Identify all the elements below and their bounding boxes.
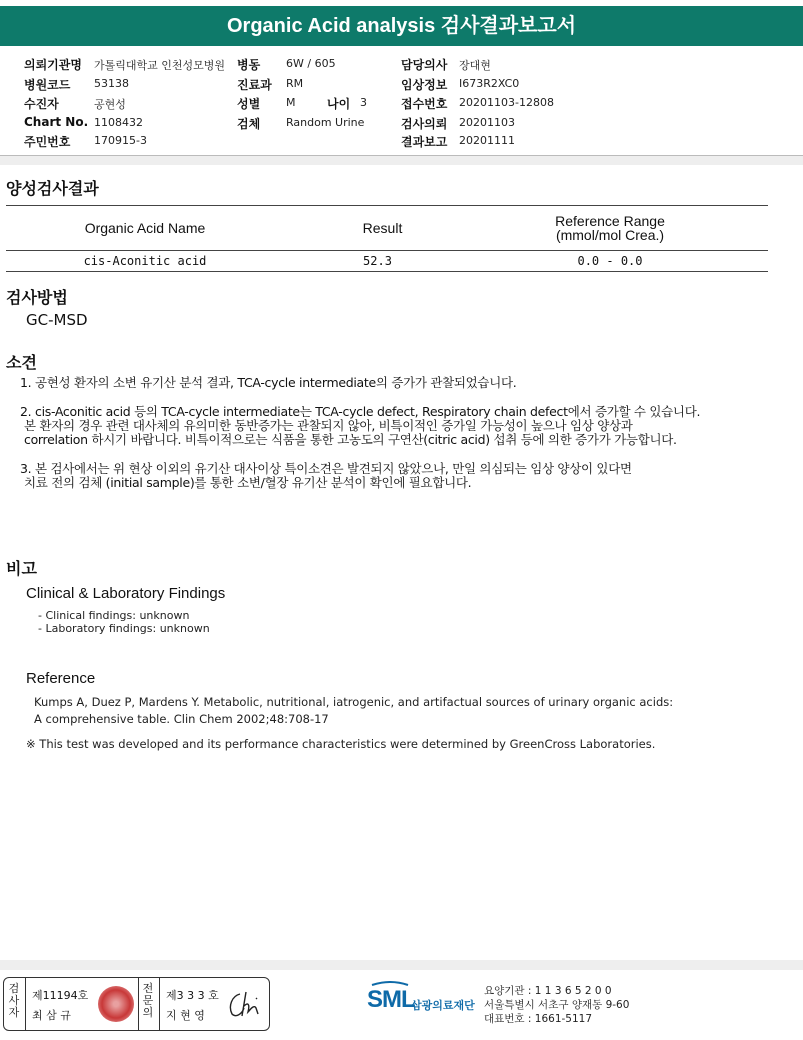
examiner-label [8,983,22,1019]
handwritten-signature-icon [226,988,264,1020]
org-address: 서울특별시 서초구 양재동 9-60 [484,999,630,1011]
resident-no-value: 170915-3 [94,134,147,147]
org-name: 삼광의료재단 [411,999,475,1012]
result-report-value: 20201111 [459,134,515,147]
disclaimer-text: ※ This test was developed and its performance characteristics were determined by GreenCross Laboratories. [26,737,656,751]
test-request-label: 검사의뢰 [401,117,448,131]
org-code: 요양기관 : 1 1 3 6 5 2 0 0 [484,985,612,997]
sml-logo: SML [367,986,415,1013]
reference-text [34,694,794,728]
cell-result: 52.3 [363,254,392,268]
org-phone: 대표번호 : 1661-5117 [484,1013,593,1025]
sex-label: 성별 [237,97,261,111]
examiner-license: 제11194호 [32,989,89,1002]
finding-item-2 [20,405,802,447]
patient-value: 공현성 [94,98,126,111]
org-info [484,984,629,1026]
finding-item-3 [20,462,800,490]
signature-divider-1 [25,978,26,1030]
signature-box [3,977,270,1031]
department-value: RM [286,77,304,90]
finding-3-line-2: 치료 전의 검체 (initial sample)를 통한 소변/혈장 유기산 분석이 확인에 필요합니다. [24,475,472,490]
specimen-label: 검체 [237,117,261,131]
specialist-name: 지 현 영 [166,1009,205,1022]
specimen-value: Random Urine [286,116,365,129]
test-request-value: 20201103 [459,116,515,129]
report-title: Organic Acid analysis 검사결과보고서 [0,6,803,46]
department-label: 진료과 [237,78,272,92]
age-label: 나이 [327,97,351,111]
sml-logo-arc-icon [366,981,414,1017]
receipt-no-label: 접수번호 [401,97,448,111]
finding-2-line-1: 2. cis-Aconitic acid 등의 TCA-cycle intermediate는 TCA-cycle defect, Respiratory chain defect에서 증가할 수 있습니다. [20,404,701,419]
col-header-result: Result [362,220,403,236]
seal-stamp [98,986,134,1022]
positive-results-heading: 양성검사결과 [6,179,99,198]
doctor-value: 장대현 [459,59,491,72]
age-value: 3 [360,96,367,109]
remarks-heading: 비고 [6,559,37,578]
finding-2-line-3: correlation 하시기 바랍니다. 비특이적으로는 식품을 통한 고농도의 구연산(citric acid) 섭취 등에 의한 증가가 가능합니다. [24,432,677,447]
col-header-name: Organic Acid Name [84,220,206,236]
resident-no-label: 주민번호 [24,135,71,149]
reference-line-2: A comprehensive table. Clin Chem 2002;48:708-17 [34,712,329,726]
cell-acid-name: cis-Aconitic acid [83,254,207,268]
footer-separator [0,960,803,970]
clinical-findings-list [38,609,210,635]
table-top-rule [6,205,768,206]
ward-value: 6W / 605 [286,57,336,70]
clinical-info-value: I673R2XC0 [459,77,520,90]
laboratory-findings-line: - Laboratory findings: unknown [38,622,210,635]
finding-1-line-1: 1. 공현성 환자의 소변 유기산 분석 결과, TCA-cycle intermediate의 증가가 관찰되었습니다. [20,375,517,390]
specialist-license: 제3 3 3 호 [166,989,219,1002]
result-report-label: 결과보고 [401,135,448,149]
receipt-no-value: 20201103-12808 [459,96,554,109]
hospital-code-value: 53138 [94,77,129,90]
hospital-code-label: 병원코드 [24,78,71,92]
chart-no-label: Chart No. [24,115,89,129]
method-heading: 검사방법 [6,288,68,307]
header-separator-line [0,155,803,156]
col-header-reference-line1: Reference Range [555,213,665,229]
col-header-reference-line2: (mmol/mol Crea.) [555,227,665,243]
findings-heading: 소견 [6,353,37,372]
specialist-label [142,983,156,1019]
examiner-label-text: 검사자 [8,982,20,1019]
chart-no-value: 1108432 [94,116,143,129]
reference-title: Reference [26,670,96,687]
clinical-info-label: 임상정보 [401,78,448,92]
finding-3-line-1: 3. 본 검사에서는 위 현상 이외의 유기산 대사이상 특이소견은 발견되지 않았으나, 만일 의심되는 임상 양상이 있다면 [20,461,632,476]
clinical-findings-title: Clinical & Laboratory Findings [26,585,226,602]
ward-label: 병동 [237,58,261,72]
signature-divider-2 [138,978,139,1030]
finding-2-line-2: 본 환자의 경우 관련 대사체의 유의미한 동반증가는 관찰되지 않아, 비특이적인 증가일 가능성이 높으나 임상 양상과 [24,418,633,433]
specialist-label-text: 전문의 [142,982,154,1019]
institution-label: 의뢰기관명 [24,58,82,72]
patient-label: 수진자 [24,97,59,111]
cell-reference: 0.0 - 0.0 [577,254,643,268]
signature-divider-3 [159,978,160,1030]
table-header-rule [6,250,768,251]
examiner-name: 최 삼 규 [32,1009,71,1022]
reference-line-1: Kumps A, Duez P, Mardens Y. Metabolic, nutritional, iatrogenic, and artifactual sources of urinary organic acids: [34,695,674,709]
table-bottom-rule [6,271,768,272]
header-separator [0,155,803,165]
finding-item-1 [20,376,800,390]
doctor-label: 담당의사 [401,58,448,72]
sex-value: M [286,96,296,109]
method-value: GC-MSD [26,311,88,329]
institution-value: 가톨릭대학교 인천성모병원 [94,59,226,72]
col-header-reference [520,214,700,242]
clinical-findings-line: - Clinical findings: unknown [38,609,190,622]
